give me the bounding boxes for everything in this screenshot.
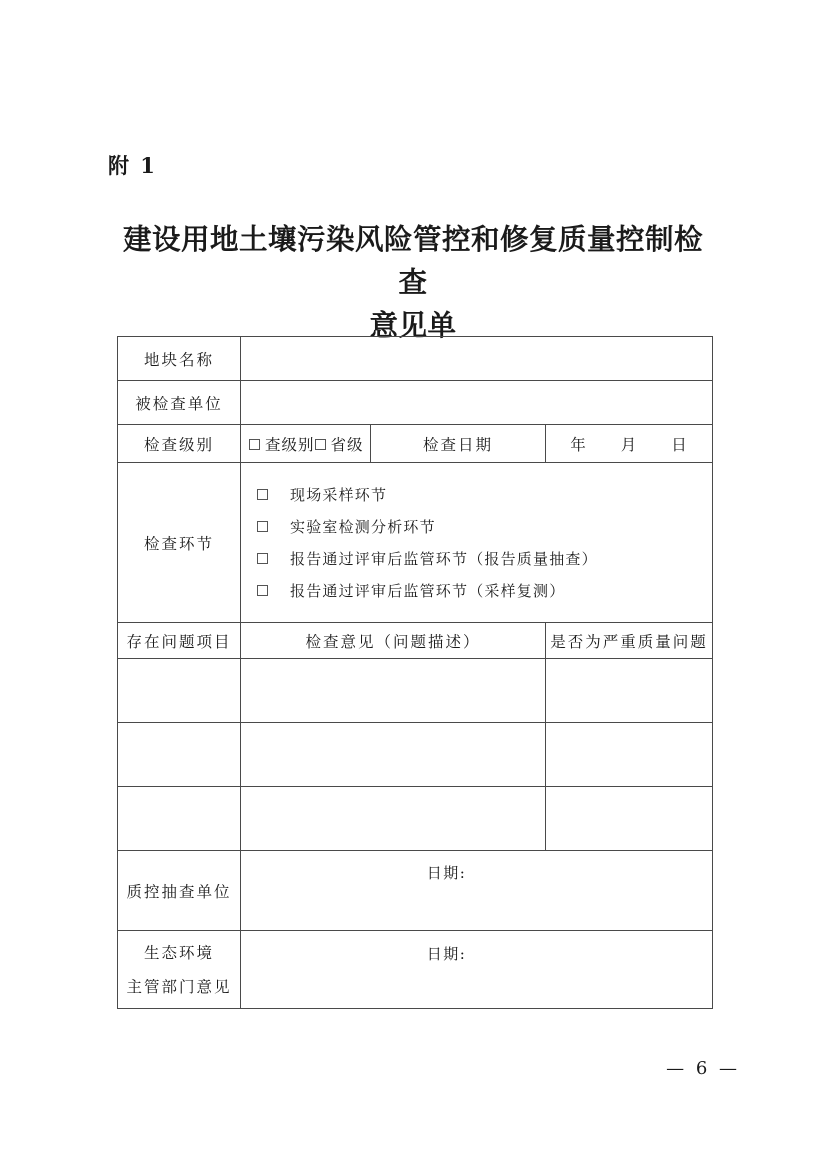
- table-row: [118, 787, 713, 851]
- table-row-check-level: [118, 425, 713, 463]
- checkbox-stage-field-sampling-label: 现场采样环节: [290, 485, 388, 504]
- table-row-problem-header: [118, 623, 713, 659]
- checkbox-stage-report-quality-audit-label: 报告通过评审后监管环节（报告质量抽查）: [290, 549, 598, 568]
- eco-dept-date-label: 日期:: [426, 944, 467, 963]
- checkbox-option-national[interactable]: [249, 433, 315, 455]
- check-stage-options: [241, 463, 713, 623]
- checkbox-stage-report-quality-audit[interactable]: [257, 543, 712, 575]
- date-day-label: 日: [671, 435, 688, 454]
- cell-severe-quality-problem[interactable]: [546, 787, 713, 851]
- checkbox-option-provincial-label: 省级: [330, 435, 364, 454]
- cell-severe-quality-problem[interactable]: [546, 659, 713, 723]
- label-inspected-unit: 被检查单位: [118, 381, 241, 425]
- label-check-stage: 检查环节: [118, 463, 241, 623]
- checkbox-icon[interactable]: [315, 439, 326, 450]
- label-eco-dept-line-1: 生态环境: [143, 943, 214, 962]
- label-check-date: 检查日期: [371, 425, 546, 463]
- checkbox-option-provincial[interactable]: [315, 433, 364, 455]
- cell-problem-item[interactable]: [118, 723, 241, 787]
- page-number-footer: — 6 —: [666, 1058, 740, 1079]
- field-eco-dept-opinion[interactable]: [241, 931, 713, 1009]
- date-year-label: 年: [570, 435, 587, 454]
- checkbox-stage-resampling-label: 报告通过评审后监管环节（采样复测）: [290, 581, 566, 600]
- page-title-line-2: 意见单: [369, 308, 457, 342]
- inspection-form-table: [117, 336, 713, 1009]
- checkbox-stage-lab-analysis-label: 实验室检测分析环节: [290, 517, 436, 536]
- field-inspected-unit[interactable]: [241, 381, 713, 425]
- table-row: [118, 723, 713, 787]
- checkbox-icon[interactable]: [257, 585, 268, 596]
- field-check-date[interactable]: [546, 425, 713, 463]
- date-month-label: 月: [620, 435, 638, 454]
- label-qc-unit: 质控抽查单位: [118, 851, 241, 931]
- cell-severe-quality-problem[interactable]: [546, 723, 713, 787]
- table-row-check-stage: [118, 463, 713, 623]
- checkbox-stage-field-sampling[interactable]: [257, 479, 712, 511]
- header-inspection-opinion: 检查意见（问题描述）: [241, 623, 546, 659]
- label-eco-dept-line-2: 主管部门意见: [126, 977, 232, 996]
- cell-problem-item[interactable]: [118, 659, 241, 723]
- checkbox-stage-lab-analysis[interactable]: [257, 511, 712, 543]
- label-site-name: 地块名称: [118, 337, 241, 381]
- qc-unit-date-label: 日期:: [426, 863, 467, 882]
- page-title-line-1: 建设用地土壤污染风险管控和修复质量控制检查: [122, 222, 703, 299]
- checkbox-icon[interactable]: [257, 521, 268, 532]
- table-row: [118, 659, 713, 723]
- cell-inspection-opinion[interactable]: [241, 723, 546, 787]
- header-problem-item: 存在问题项目: [118, 623, 241, 659]
- check-level-options: [241, 425, 371, 463]
- attachment-label: 附 1: [108, 153, 157, 178]
- table-row-inspected-unit: [118, 381, 713, 425]
- field-site-name[interactable]: [241, 337, 713, 381]
- checkbox-option-national-label: 查级别: [265, 435, 315, 454]
- table-row-qc-unit: [118, 851, 713, 931]
- checkbox-icon[interactable]: [249, 439, 260, 450]
- checkbox-icon[interactable]: [257, 553, 268, 564]
- cell-problem-item[interactable]: [118, 787, 241, 851]
- cell-inspection-opinion[interactable]: [241, 787, 546, 851]
- page-title: [113, 218, 713, 347]
- cell-inspection-opinion[interactable]: [241, 659, 546, 723]
- label-check-level: 检查级别: [118, 425, 241, 463]
- checkbox-icon[interactable]: [257, 489, 268, 500]
- header-severe-quality-problem: 是否为严重质量问题: [546, 623, 713, 659]
- field-qc-unit-signature[interactable]: [241, 851, 713, 931]
- label-eco-dept: [118, 931, 241, 1009]
- checkbox-stage-resampling[interactable]: [257, 575, 712, 607]
- table-row-site-name: [118, 337, 713, 381]
- table-row-eco-dept: [118, 931, 713, 1009]
